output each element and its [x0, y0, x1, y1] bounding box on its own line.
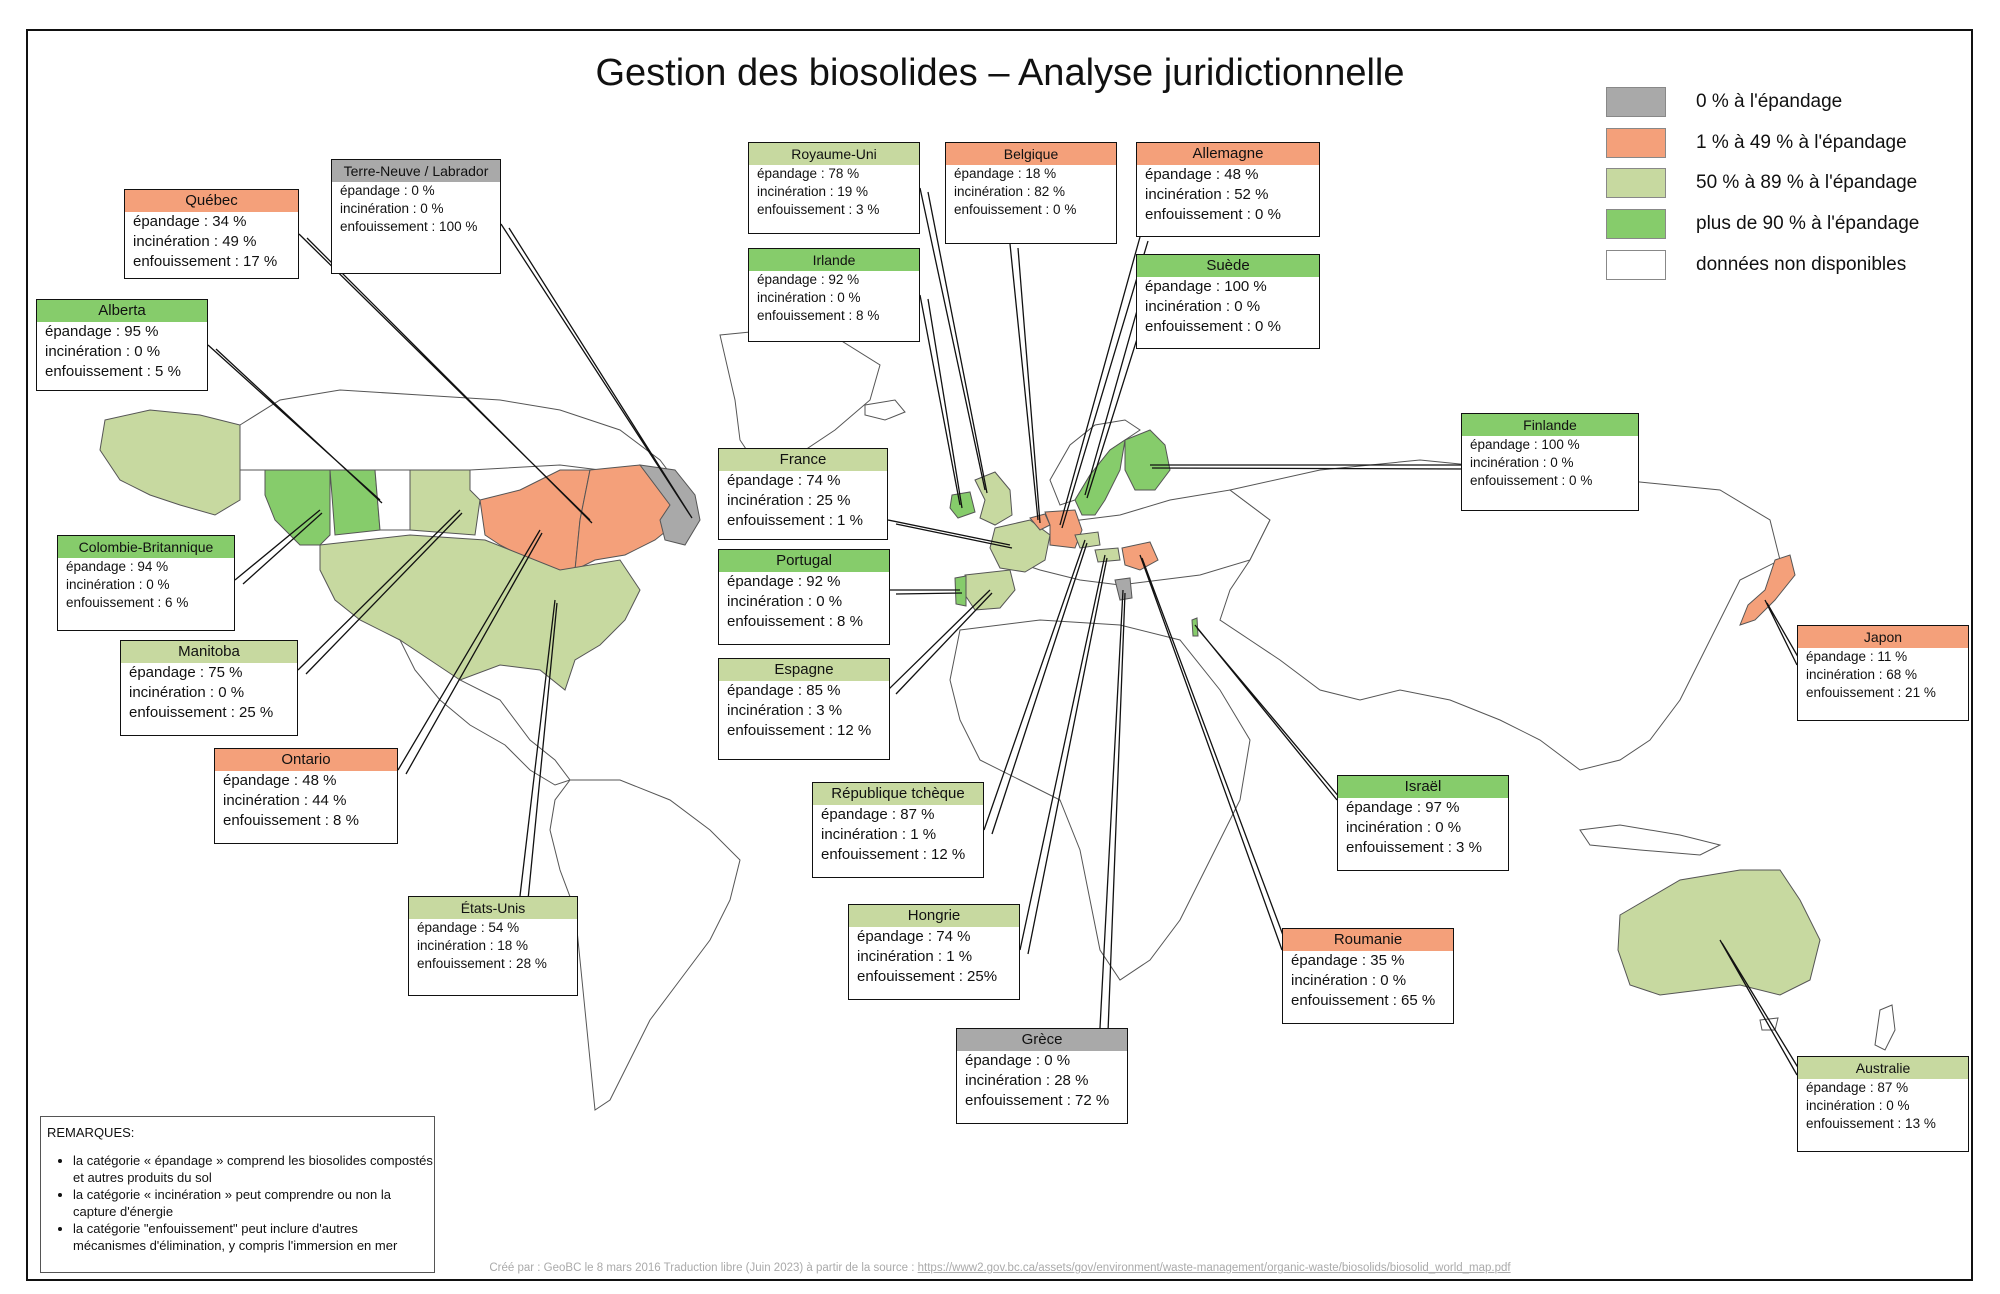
legend-swatch — [1606, 168, 1666, 198]
region-grece — [1115, 578, 1132, 600]
callout-line: enfouissement : 0 % — [954, 202, 1077, 217]
callout-line: enfouissement : 28 % — [417, 956, 547, 971]
callout-header: Hongrie — [849, 905, 1019, 927]
callout-box — [1797, 1056, 1969, 1152]
callout-line: enfouissement : 100 % — [340, 219, 478, 234]
note-item: • la catégorie « épandage » comprend les biosolides compostés et autres produits du sol — [73, 1152, 434, 1186]
callout-line: épandage : 54 % — [417, 920, 520, 935]
south-america-shape — [550, 780, 740, 1110]
callout-line: enfouissement : 3 % — [1346, 839, 1482, 856]
callout-line: épandage : 18 % — [954, 166, 1057, 181]
legend-item — [1606, 127, 1907, 159]
callout-line: incinération : 0 % — [45, 343, 161, 360]
callout-header: République tchèque — [813, 783, 983, 805]
region-allemagne — [1045, 510, 1082, 548]
region-colombie-britannique — [265, 470, 330, 545]
callout-header: Irlande — [749, 249, 919, 271]
callout-line: épandage : 78 % — [757, 166, 860, 181]
callout-header: Finlande — [1462, 414, 1638, 436]
leader-line — [888, 590, 962, 594]
callout-line: incinération : 0 % — [1291, 972, 1407, 989]
source-credit — [0, 1262, 2000, 1274]
callout-line: incinération : 44 % — [223, 792, 347, 809]
callout-header: Ontario — [215, 749, 397, 771]
callout-header: Alberta — [37, 300, 207, 322]
callout-line: incinération : 0 % — [1346, 819, 1462, 836]
callout-line: enfouissement : 25% — [857, 968, 998, 985]
callout-header: Colombie-Britannique — [58, 536, 234, 558]
indonesia-shape — [1580, 825, 1720, 855]
notes-panel — [40, 1116, 435, 1273]
region-australie — [1618, 870, 1820, 995]
map-title: Gestion des biosolides – Analyse juridictionnelle — [595, 52, 1405, 94]
region-saskatchewan — [375, 470, 410, 530]
callout-line: enfouissement : 72 % — [965, 1092, 1110, 1109]
callout-header: Belgique — [946, 143, 1116, 165]
callout-line: enfouissement : 0 % — [1470, 473, 1593, 488]
callout-line: incinération : 28 % — [965, 1072, 1089, 1089]
region-republique-tcheque — [1075, 532, 1100, 548]
region-alaska — [100, 410, 240, 515]
callout-line: incinération : 1 % — [821, 826, 937, 843]
callout-header: Grèce — [957, 1029, 1127, 1051]
callout-line: épandage : 87 % — [821, 806, 935, 823]
callout-line: enfouissement : 8 % — [727, 613, 863, 630]
callout-line: incinération : 1 % — [857, 948, 973, 965]
iceland-shape — [865, 400, 905, 420]
callout-header: Terre-Neuve / Labrador — [332, 160, 500, 182]
callout-header: Israël — [1338, 776, 1508, 798]
callout-line: enfouissement : 6 % — [66, 595, 189, 610]
callout-header: Québec — [125, 190, 298, 212]
region-alberta — [330, 470, 380, 535]
callout-line: enfouissement : 12 % — [821, 846, 966, 863]
callout-line: enfouissement : 0 % — [1145, 206, 1281, 223]
legend-item — [1606, 167, 1917, 199]
callout-header: Roumanie — [1283, 929, 1453, 951]
callout-line: incinération : 49 % — [133, 233, 257, 250]
legend-label: 0 % à l'épandage — [1696, 91, 1843, 112]
callout-line: épandage : 92 % — [757, 272, 860, 287]
credit-text: Créé par : GeoBC le 8 mars 2016 Traduction libre (Juin 2023) à partir de la source : — [489, 1262, 918, 1274]
callout-line: épandage : 100 % — [1470, 437, 1580, 452]
leader-line — [920, 295, 962, 508]
callout-line: incinération : 19 % — [757, 184, 869, 199]
callout-line: épandage : 74 % — [727, 472, 841, 489]
callout-box — [214, 748, 398, 844]
callout-box — [331, 159, 501, 274]
legend-item — [1606, 249, 1906, 281]
callout-line: incinération : 25 % — [727, 492, 851, 509]
callout-header: Suède — [1137, 255, 1319, 277]
region-irlande — [950, 492, 975, 518]
callout-line: incinération : 0 % — [1470, 455, 1574, 470]
new-zealand-shape — [1875, 1005, 1895, 1050]
callout-line: enfouissement : 21 % — [1806, 685, 1936, 700]
callout-box — [1797, 625, 1969, 721]
callout-line: enfouissement : 12 % — [727, 722, 872, 739]
callout-line: épandage : 34 % — [133, 213, 247, 230]
callout-line: enfouissement : 17 % — [133, 253, 278, 270]
callout-line: épandage : 75 % — [129, 664, 243, 681]
callout-header: Allemagne — [1137, 143, 1319, 165]
callout-line: épandage : 35 % — [1291, 952, 1405, 969]
legend-label: données non disponibles — [1696, 254, 1907, 275]
region-finlande — [1125, 430, 1170, 490]
callout-line: incinération : 0 % — [727, 593, 843, 610]
callout-line: épandage : 11 % — [1806, 649, 1908, 664]
callout-line: enfouissement : 5 % — [45, 363, 181, 380]
legend-item — [1606, 208, 1919, 240]
callout-header: France — [719, 449, 887, 471]
callout-box — [57, 535, 235, 631]
callout-line: incinération : 82 % — [954, 184, 1066, 199]
callout-header: Manitoba — [121, 641, 297, 663]
callout-line: enfouissement : 13 % — [1806, 1116, 1936, 1131]
callout-line: enfouissement : 65 % — [1291, 992, 1436, 1009]
callout-box — [718, 448, 888, 540]
leader-line — [1010, 244, 1040, 523]
callout-line: incinération : 0 % — [66, 577, 170, 592]
callout-line: épandage : 85 % — [727, 682, 841, 699]
region-hongrie — [1095, 548, 1120, 562]
source-link[interactable]: https://www2.gov.bc.ca/assets/gov/environment/waste-management/organic-waste/biosolids/biosolid_world_map.pdf — [917, 1262, 1511, 1274]
callout-box — [408, 896, 578, 996]
callout-line: incinération : 52 % — [1145, 186, 1269, 203]
callout-header: Japon — [1798, 626, 1968, 648]
region-royaume-uni — [975, 472, 1012, 525]
callout-box — [1136, 142, 1320, 237]
callout-box — [36, 299, 208, 391]
legend-label: 50 % à 89 % à l'épandage — [1696, 172, 1918, 193]
callout-box — [748, 248, 920, 342]
region-portugal — [955, 576, 966, 606]
callout-line: incinération : 0 % — [340, 201, 444, 216]
legend-swatch — [1606, 128, 1666, 158]
callout-line: incinération : 3 % — [727, 702, 843, 719]
callout-header: États-Unis — [409, 897, 577, 919]
callout-box — [1337, 775, 1509, 871]
callout-box — [718, 549, 890, 645]
callout-box — [945, 142, 1117, 244]
note-item: • la catégorie « incinération » peut comprendre ou non la capture d'énergie — [73, 1186, 434, 1220]
callout-box — [812, 782, 984, 878]
callout-box — [124, 189, 299, 279]
callout-line: épandage : 100 % — [1145, 278, 1267, 295]
notes-title: REMARQUES: — [47, 1125, 135, 1140]
callout-line: incinération : 0 % — [129, 684, 245, 701]
callout-line: enfouissement : 25 % — [129, 704, 274, 721]
callout-line: enfouissement : 1 % — [727, 512, 863, 529]
callout-line: incinération : 0 % — [1145, 298, 1261, 315]
legend-swatch — [1606, 209, 1666, 239]
callout-line: enfouissement : 3 % — [757, 202, 880, 217]
note-item: • la catégorie "enfouissement" peut inclure d'autres mécanismes d'élimination, y compris l'immersion en mer — [73, 1220, 434, 1254]
callout-line: épandage : 87 % — [1806, 1080, 1909, 1095]
callout-line: incinération : 0 % — [1806, 1098, 1910, 1113]
callout-box — [748, 142, 920, 234]
callout-box — [718, 658, 890, 760]
callout-line: enfouissement : 0 % — [1145, 318, 1281, 335]
legend-label: plus de 90 % à l'épandage — [1696, 213, 1920, 234]
callout-line: incinération : 18 % — [417, 938, 529, 953]
callout-line: épandage : 48 % — [1145, 166, 1259, 183]
callout-box — [956, 1028, 1128, 1124]
callout-header: Australie — [1798, 1057, 1968, 1079]
callout-line: enfouissement : 8 % — [757, 308, 880, 323]
callout-line: épandage : 95 % — [45, 323, 159, 340]
callout-header: Espagne — [719, 659, 889, 681]
callout-header: Royaume-Uni — [749, 143, 919, 165]
callout-box — [1136, 254, 1320, 349]
callout-line: enfouissement : 8 % — [223, 812, 359, 829]
callout-line: épandage : 0 % — [965, 1052, 1071, 1069]
callout-box — [1282, 928, 1454, 1024]
callout-box — [1461, 413, 1639, 511]
legend-swatch — [1606, 87, 1666, 117]
legend-swatch — [1606, 250, 1666, 280]
legend-label: 1 % à 49 % à l'épandage — [1696, 132, 1907, 153]
callout-header: Portugal — [719, 550, 889, 572]
callout-line: épandage : 92 % — [727, 573, 841, 590]
callout-line: épandage : 0 % — [340, 183, 435, 198]
callout-line: épandage : 97 % — [1346, 799, 1460, 816]
callout-line: épandage : 74 % — [857, 928, 971, 945]
legend-item — [1606, 86, 1842, 118]
callout-line: incinération : 0 % — [757, 290, 861, 305]
callout-line: épandage : 48 % — [223, 772, 337, 789]
callout-box — [120, 640, 298, 736]
callout-line: épandage : 94 % — [66, 559, 169, 574]
callout-line: incinération : 68 % — [1806, 667, 1918, 682]
callout-box — [848, 904, 1020, 1000]
